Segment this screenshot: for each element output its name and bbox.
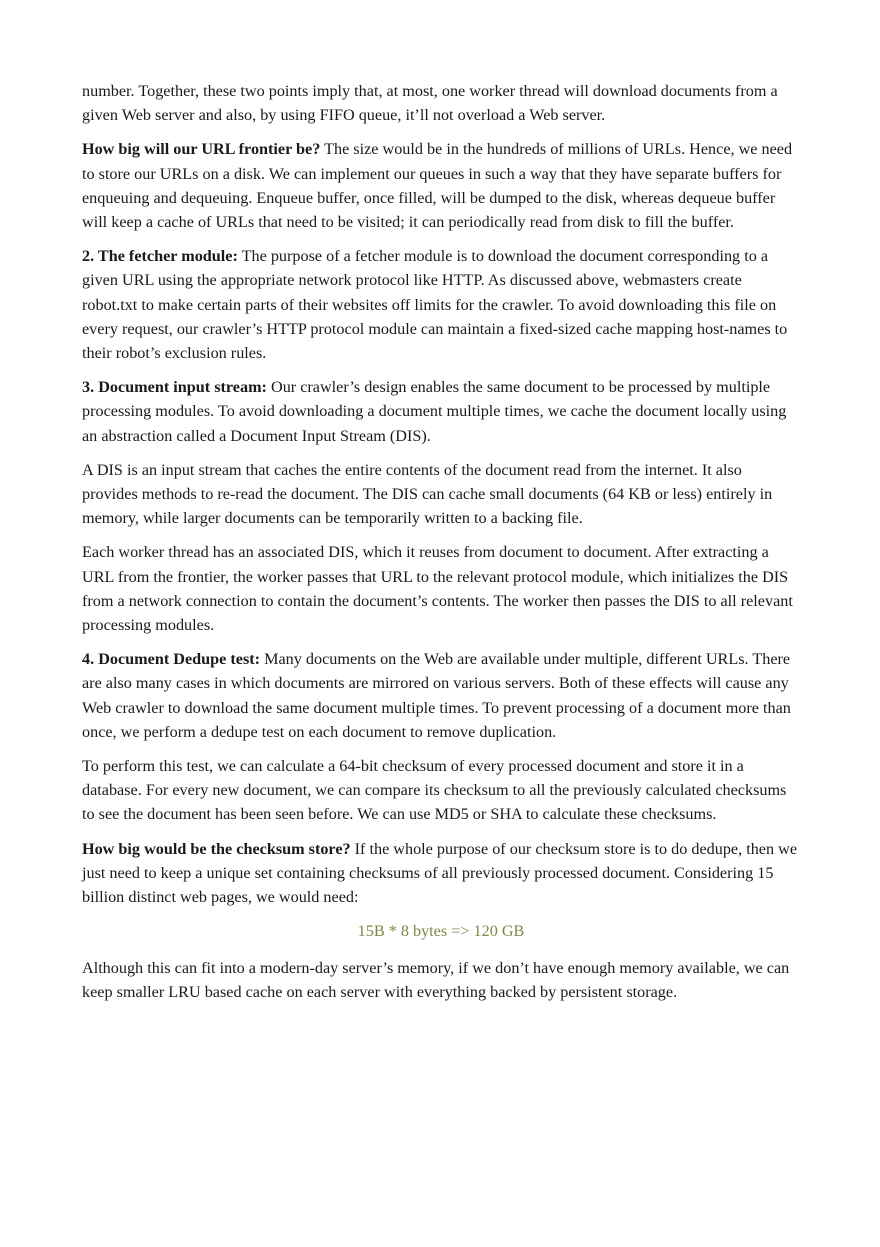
paragraph-document-input-stream [82, 375, 800, 448]
paragraph-worker-dis [82, 540, 800, 637]
paragraph-text: The purpose of a fetcher module is to download the document corresponding to a given URL using the appropriate network protocol like HTTP. As discussed above, webmasters create robot.txt to make certain parts of their websites off limits for the crawler. To avoid downloading this file on every request, our crawler’s HTTP protocol module can maintain a fixed-sized cache mapping host-names to their robot’s exclusion rules. [82, 247, 788, 363]
paragraph-heading: How big would be the checksum store? [82, 839, 351, 858]
paragraph-heading: How big will our URL frontier be? [82, 140, 321, 159]
paragraph-text: If the whole purpose of our checksum store is to do dedupe, then we just need to keep a unique set containing checksums of all previously processed document. Considering 15 billion distinct web pages, we would need: [82, 839, 797, 907]
paragraph-worker-thread [82, 79, 800, 127]
paragraph-text: To perform this test, we can calculate a 64-bit checksum of every processed document and store it in a database. For every new document, we can compare its checksum to all the previously calculated checksums to see the document has been seen before. We can use MD5 or SHA to calculate these checksums. [82, 757, 787, 824]
paragraph-url-frontier-size [82, 137, 800, 234]
paragraph-fetcher-module [82, 244, 800, 365]
paragraph-text: Many documents on the Web are available under multiple, different URLs. There are also many cases in which documents are mirrored on various servers. Both of these effects will cause any Web crawler to download the same document multiple times. To prevent processing of a document more than once, we perform a dedupe test on each document to remove duplication. [82, 650, 791, 741]
paragraph-text: number. Together, these two points imply that, at most, one worker thread will download documents from a given Web server and also, by using FIFO queue, it’ll not overload a Web server. [82, 82, 778, 125]
paragraph-heading: 2. The fetcher module: [82, 247, 238, 266]
paragraph-text: The size would be in the hundreds of millions of URLs. Hence, we need to store our URLs on a disk. We can implement our queues in such a way that they have separate buffers for enqueuing and dequeuing. Enqueue buffer, once filled, will be dumped to the disk, whereas dequeue buffer will keep a cache of URLs that need to be visited; it can periodically read from disk to fill the buffer. [82, 140, 793, 232]
document-page [82, 79, 800, 1014]
paragraph-checksum [82, 754, 800, 827]
paragraph-heading: 3. Document input stream: [82, 378, 267, 397]
paragraph-closing: Although this can fit into a modern-day server’s memory, if we don’t have enough memory available, we can keep smaller LRU based cache on each server with everything backed by persistent storage. [82, 958, 790, 1001]
paragraph-text: A DIS is an input stream that caches the entire contents of the document read from the internet. It also provides methods to re-read the document. The DIS can cache small documents (64 KB or less) entirely in memory, while larger documents can be temporarily written to a backing file. [82, 460, 773, 528]
paragraph-checksum-store-size [82, 837, 800, 910]
paragraph-text: Each worker thread has an associated DIS, which it reuses from document to document. After extracting a URL from the frontier, the worker passes that URL to the relevant protocol module, which initializes the DIS from a network connection to contain the document’s contents. The worker then passes the DIS to all relevant processing modules. [82, 543, 793, 635]
paragraph-text: Our crawler’s design enables the same document to be processed by multiple processing modules. To avoid downloading a document multiple times, we cache the document locally using an abstraction called a Document Input Stream (DIS). [82, 378, 787, 445]
paragraph-heading: 4. Document Dedupe test: [82, 650, 261, 669]
checksum-formula: 15B * 8 bytes => 120 GB [357, 922, 525, 941]
paragraph-dedupe-test [82, 647, 800, 744]
paragraph-dis-definition [82, 458, 800, 531]
